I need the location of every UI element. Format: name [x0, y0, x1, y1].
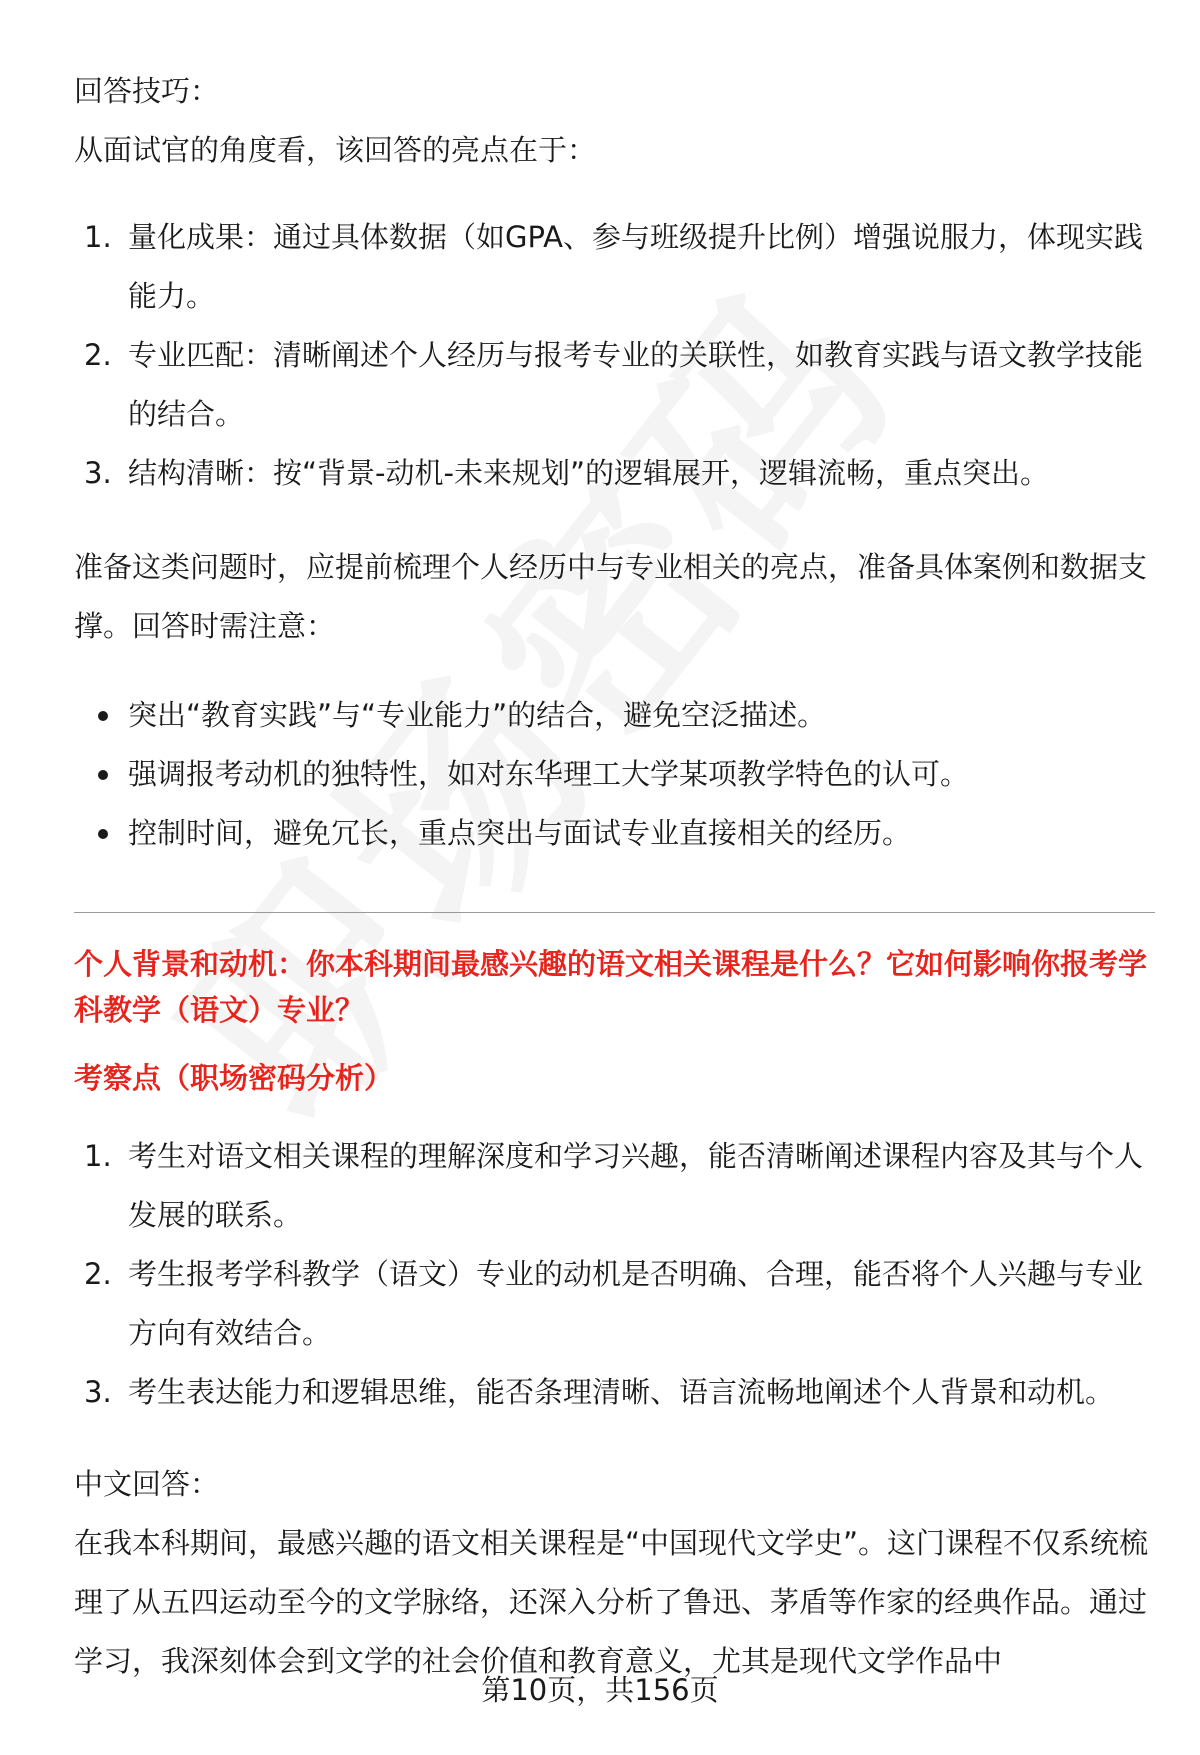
notes-list: [74, 686, 1154, 863]
list-number: 1.: [84, 220, 112, 254]
focus-title: 考察点（职场密码分析）: [74, 1061, 394, 1095]
bullet-text: 突出“教育实践”与“专业能力”的结合，避免空泛描述。: [128, 698, 827, 732]
bullet-text: 强调报考动机的独特性，如对东华理工大学某项教学特色的认可。: [128, 757, 970, 791]
question-heading: 个人背景和动机：你本科期间最感兴趣的语文相关课程是什么？它如何影响你报考学科教学（语文）专业？: [74, 947, 1148, 1027]
prep-paragraph: 准备这类问题时，应提前梳理个人经历中与专业相关的亮点，准备具体案例和数据支撑。回答时需注意：: [74, 550, 1148, 643]
bullet-icon: [98, 711, 108, 721]
page-footer: 第10页，共156页: [481, 1673, 719, 1707]
list-number: 1.: [84, 1139, 112, 1173]
bullet-icon: [98, 829, 108, 839]
bullet-item: [74, 686, 1154, 745]
highlights-list: [74, 208, 1154, 503]
list-item: [74, 208, 1154, 326]
tips-label: 回答技巧：: [74, 74, 220, 108]
bullet-item: [74, 804, 1154, 863]
list-item-text: 考生表达能力和逻辑思维，能否条理清晰、语言流畅地阐述个人背景和动机。: [128, 1375, 1115, 1409]
list-item-text: 量化成果：通过具体数据（如GPA、参与班级提升比例）增强说服力，体现实践能力。: [128, 220, 1143, 313]
answer-label: 中文回答：: [74, 1467, 220, 1501]
list-number: 2.: [84, 1257, 112, 1291]
list-item-text: 考生报考学科教学（语文）专业的动机是否明确、合理，能否将个人兴趣与专业方向有效结合。: [128, 1257, 1144, 1350]
tips-intro: 从面试官的角度看，该回答的亮点在于：: [74, 133, 597, 167]
bullet-item: [74, 745, 1154, 804]
list-item: [74, 1245, 1154, 1363]
list-item-text: 结构清晰：按“背景-动机-未来规划”的逻辑展开，逻辑流畅，重点突出。: [128, 456, 1049, 490]
bullet-icon: [98, 770, 108, 780]
list-number: 3.: [84, 456, 112, 490]
section-divider: [74, 912, 1155, 913]
list-item: [74, 326, 1154, 444]
list-number: 2.: [84, 338, 112, 372]
list-item-text: 考生对语文相关课程的理解深度和学习兴趣，能否清晰阐述课程内容及其与个人发展的联系。: [128, 1139, 1144, 1232]
answer-paragraph: 在我本科期间，最感兴趣的语文相关课程是“中国现代文学史”。这门课程不仅系统梳理了从五四运动至今的文学脉络，还深入分析了鲁迅、茅盾等作家的经典作品。通过学习，我深刻体会到文学的社会价值和教育意义，尤其是现代文学作品中: [74, 1526, 1149, 1678]
list-item: [74, 1127, 1154, 1245]
list-item: [74, 1363, 1154, 1422]
list-item-text: 专业匹配：清晰阐述个人经历与报考专业的关联性，如教育实践与语文教学技能的结合。: [128, 338, 1144, 431]
focus-points-list: [74, 1127, 1154, 1422]
list-item: [74, 444, 1154, 503]
list-number: 3.: [84, 1375, 112, 1409]
bullet-text: 控制时间，避免冗长，重点突出与面试专业直接相关的经历。: [128, 816, 912, 850]
